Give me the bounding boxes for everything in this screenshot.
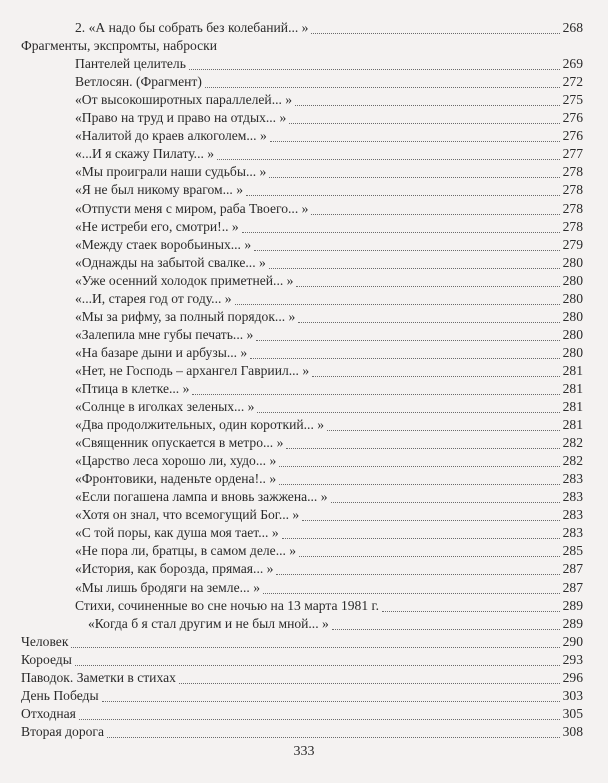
dot-leader [311,33,560,34]
dot-leader [235,304,560,305]
toc-entry-page: 293 [562,651,583,667]
toc-entry [0,706,608,724]
toc-entry-title: Фрагменты, экспромты, наброски [21,38,218,54]
toc-entry-title: «Если погашена лампа и вновь зажжена... » [75,489,328,505]
toc-entry-page: 276 [562,128,583,144]
toc-entry-page: 305 [562,705,583,721]
toc-entry [0,435,608,453]
toc-entry-title: «Залепила мне губы печать... » [75,326,254,342]
dot-leader [282,538,560,539]
toc-entry-title: «Я не был никому врагом... » [75,182,244,198]
dot-leader [242,232,560,233]
toc-entry-page: 280 [562,290,583,306]
toc-entry-title: «Уже осенний холодок приметней... » [75,272,294,288]
toc-entry [0,616,608,634]
toc-entry [0,74,608,92]
toc-entry [0,507,608,525]
toc-entry-title: 2. «А надо бы собрать без колебаний... » [75,20,309,36]
toc-entry-page: 283 [562,471,583,487]
dot-leader [257,412,560,413]
toc-entry [0,399,608,417]
toc-entry [0,273,608,291]
toc-entry-page: 285 [562,543,583,559]
toc-entry-page: 280 [562,272,583,288]
toc-entry-title: «С той поры, как душа моя тает... » [75,525,279,541]
dot-leader [189,69,560,70]
toc-entry-title: «Нет, не Господь – архангел Гавриил... » [75,362,310,378]
toc-entry-page: 283 [562,489,583,505]
toc-entry-page: 281 [562,380,583,396]
toc-entry [0,688,608,706]
toc-entry-title: Вторая дорога [21,723,105,739]
toc-entry [0,634,608,652]
toc-entry [0,652,608,670]
toc-entry-title: Пантелей целитель [75,56,186,72]
toc-entry [0,525,608,543]
toc-entry-title: «Мы лишь бродяги на земле... » [75,579,260,595]
dot-leader [75,665,560,666]
toc-entry-title: «...И, старея год от году... » [75,290,232,306]
toc-entry-page: 268 [562,20,583,36]
toc-entry [0,309,608,327]
dot-leader [279,466,560,467]
toc-entry-page: 277 [562,146,583,162]
toc-entry-page: 289 [562,615,583,631]
dot-leader [331,502,560,503]
toc-entry [0,200,608,218]
toc-entry-page: 296 [562,669,583,685]
toc-entry [0,56,608,74]
toc-entry-title: Короеды [21,651,72,667]
toc-entry-title: Человек [21,633,69,649]
toc-entry-title: «Не истреби его, смотри!.. » [75,218,239,234]
toc-entry [0,471,608,489]
toc-entry-title: «Отпусти меня с миром, раба Твоего... » [75,200,309,216]
dot-leader [295,105,560,106]
toc-entry [0,237,608,255]
dot-leader [179,683,560,684]
toc-entry-page: 281 [562,362,583,378]
toc-entry-page: 280 [562,326,583,342]
toc-entry-title: Паводок. Заметки в стихах [21,669,176,685]
toc-entry [0,20,608,38]
toc-entry-page: 282 [562,453,583,469]
dot-leader [327,430,560,431]
toc-entry-title: Ветлосян. (Фрагмент) [75,74,202,90]
dot-leader [276,574,560,575]
dot-leader [217,159,560,160]
dot-leader [289,123,560,124]
toc-entry-page: 280 [562,254,583,270]
toc-entry-title: «Священник опускается в метро... » [75,435,284,451]
toc-entry-title: «От высокоширотных параллелей... » [75,92,293,108]
toc-entry [0,363,608,381]
toc-entry-page: 283 [562,507,583,523]
toc-entry-page: 280 [562,344,583,360]
toc-entry-title: «Два продолжительных, один короткий... » [75,417,325,433]
toc-entry [0,327,608,345]
toc-entry [0,724,608,742]
toc-entry-title: «Однажды на забытой свалке... » [75,254,266,270]
toc-entry [0,670,608,688]
dot-leader [102,701,560,702]
dot-leader [299,556,560,557]
toc-entry [0,345,608,363]
dot-leader [254,250,560,251]
toc-entry-title: «На базаре дыни и арбузы... » [75,344,248,360]
dot-leader [296,286,560,287]
page-number: 333 [293,744,315,759]
toc-entry-title: Стихи, сочиненные во сне ночью на 13 марта 1981 г. [75,597,379,613]
toc-entry [0,489,608,507]
toc-entry-title: «Между стаек воробьиных... » [75,236,252,252]
toc-entry-title: «Мы за рифму, за полный порядок... » [75,308,296,324]
toc-entry [0,255,608,273]
toc-entry [0,381,608,399]
toc-entry-page: 303 [562,687,583,703]
toc-entry [0,291,608,309]
toc-entry-title: «Хотя он знал, что всемогущий Бог... » [75,507,300,523]
dot-leader [311,214,560,215]
toc-entry-page: 289 [562,597,583,613]
toc-entry-title: «Мы проиграли наши судьбы... » [75,164,267,180]
toc-entry-title: «История, как борозда, прямая... » [75,561,274,577]
toc-entry [0,128,608,146]
toc-entry-page: 287 [562,579,583,595]
toc-entry [0,561,608,579]
toc-entry [0,579,608,597]
dot-leader [270,141,560,142]
toc-entry [0,92,608,110]
dot-leader [286,448,560,449]
toc-entry [0,146,608,164]
toc-entry [0,110,608,128]
toc-entry-title: День Победы [21,687,99,703]
dot-leader [71,647,560,648]
toc-entry-page: 308 [562,723,583,739]
dot-leader [246,195,560,196]
dot-leader [107,737,560,738]
toc-entry-page: 272 [562,74,583,90]
toc-entry-title: «Право на труд и право на отдых... » [75,110,287,126]
toc-entry [0,598,608,616]
toc-entry-page: 278 [562,218,583,234]
dot-leader [79,719,560,720]
toc-entry-title: «Налитой до краев алкоголем... » [75,128,267,144]
dot-leader [382,611,560,612]
toc-entry-page: 275 [562,92,583,108]
toc-entry [0,219,608,237]
toc-entry-page: 281 [562,417,583,433]
toc-entry-title: «Фронтовики, наденьте ордена!.. » [75,471,277,487]
dot-leader [332,629,560,630]
table-of-contents [0,20,608,742]
dot-leader [279,484,560,485]
toc-entry-page: 276 [562,110,583,126]
toc-entry-page: 281 [562,399,583,415]
toc-entry-page: 279 [562,236,583,252]
dot-leader [192,394,560,395]
dot-leader [256,340,560,341]
toc-entry [0,453,608,471]
toc-entry-title: «Птица в клетке... » [75,380,190,396]
toc-entry-title: «Не пора ли, братцы, в самом деле... » [75,543,297,559]
toc-entry-title: «Солнце в иголках зеленых... » [75,399,255,415]
toc-entry-page: 280 [562,308,583,324]
dot-leader [302,520,560,521]
toc-entry-page: 278 [562,200,583,216]
toc-entry [0,417,608,435]
toc-entry-page: 283 [562,525,583,541]
dot-leader [250,358,560,359]
dot-leader [205,87,560,88]
dot-leader [298,322,560,323]
toc-entry-page: 282 [562,435,583,451]
toc-entry-page: 278 [562,164,583,180]
toc-entry-page: 287 [562,561,583,577]
toc-entry [0,38,608,56]
dot-leader [269,268,560,269]
toc-entry-title: «Царство леса хорошо ли, худо... » [75,453,277,469]
toc-entry-title: «Когда б я стал другим и не был мной... » [88,615,329,631]
toc-entry-page: 278 [562,182,583,198]
toc-entry-title: Отходная [21,705,76,721]
dot-leader [269,177,560,178]
toc-entry-title: «...И я скажу Пилату... » [75,146,215,162]
dot-leader [263,593,560,594]
toc-entry [0,543,608,561]
toc-entry [0,182,608,200]
toc-entry-page: 290 [562,633,583,649]
toc-entry [0,164,608,182]
dot-leader [312,376,560,377]
toc-entry-page: 269 [562,56,583,72]
